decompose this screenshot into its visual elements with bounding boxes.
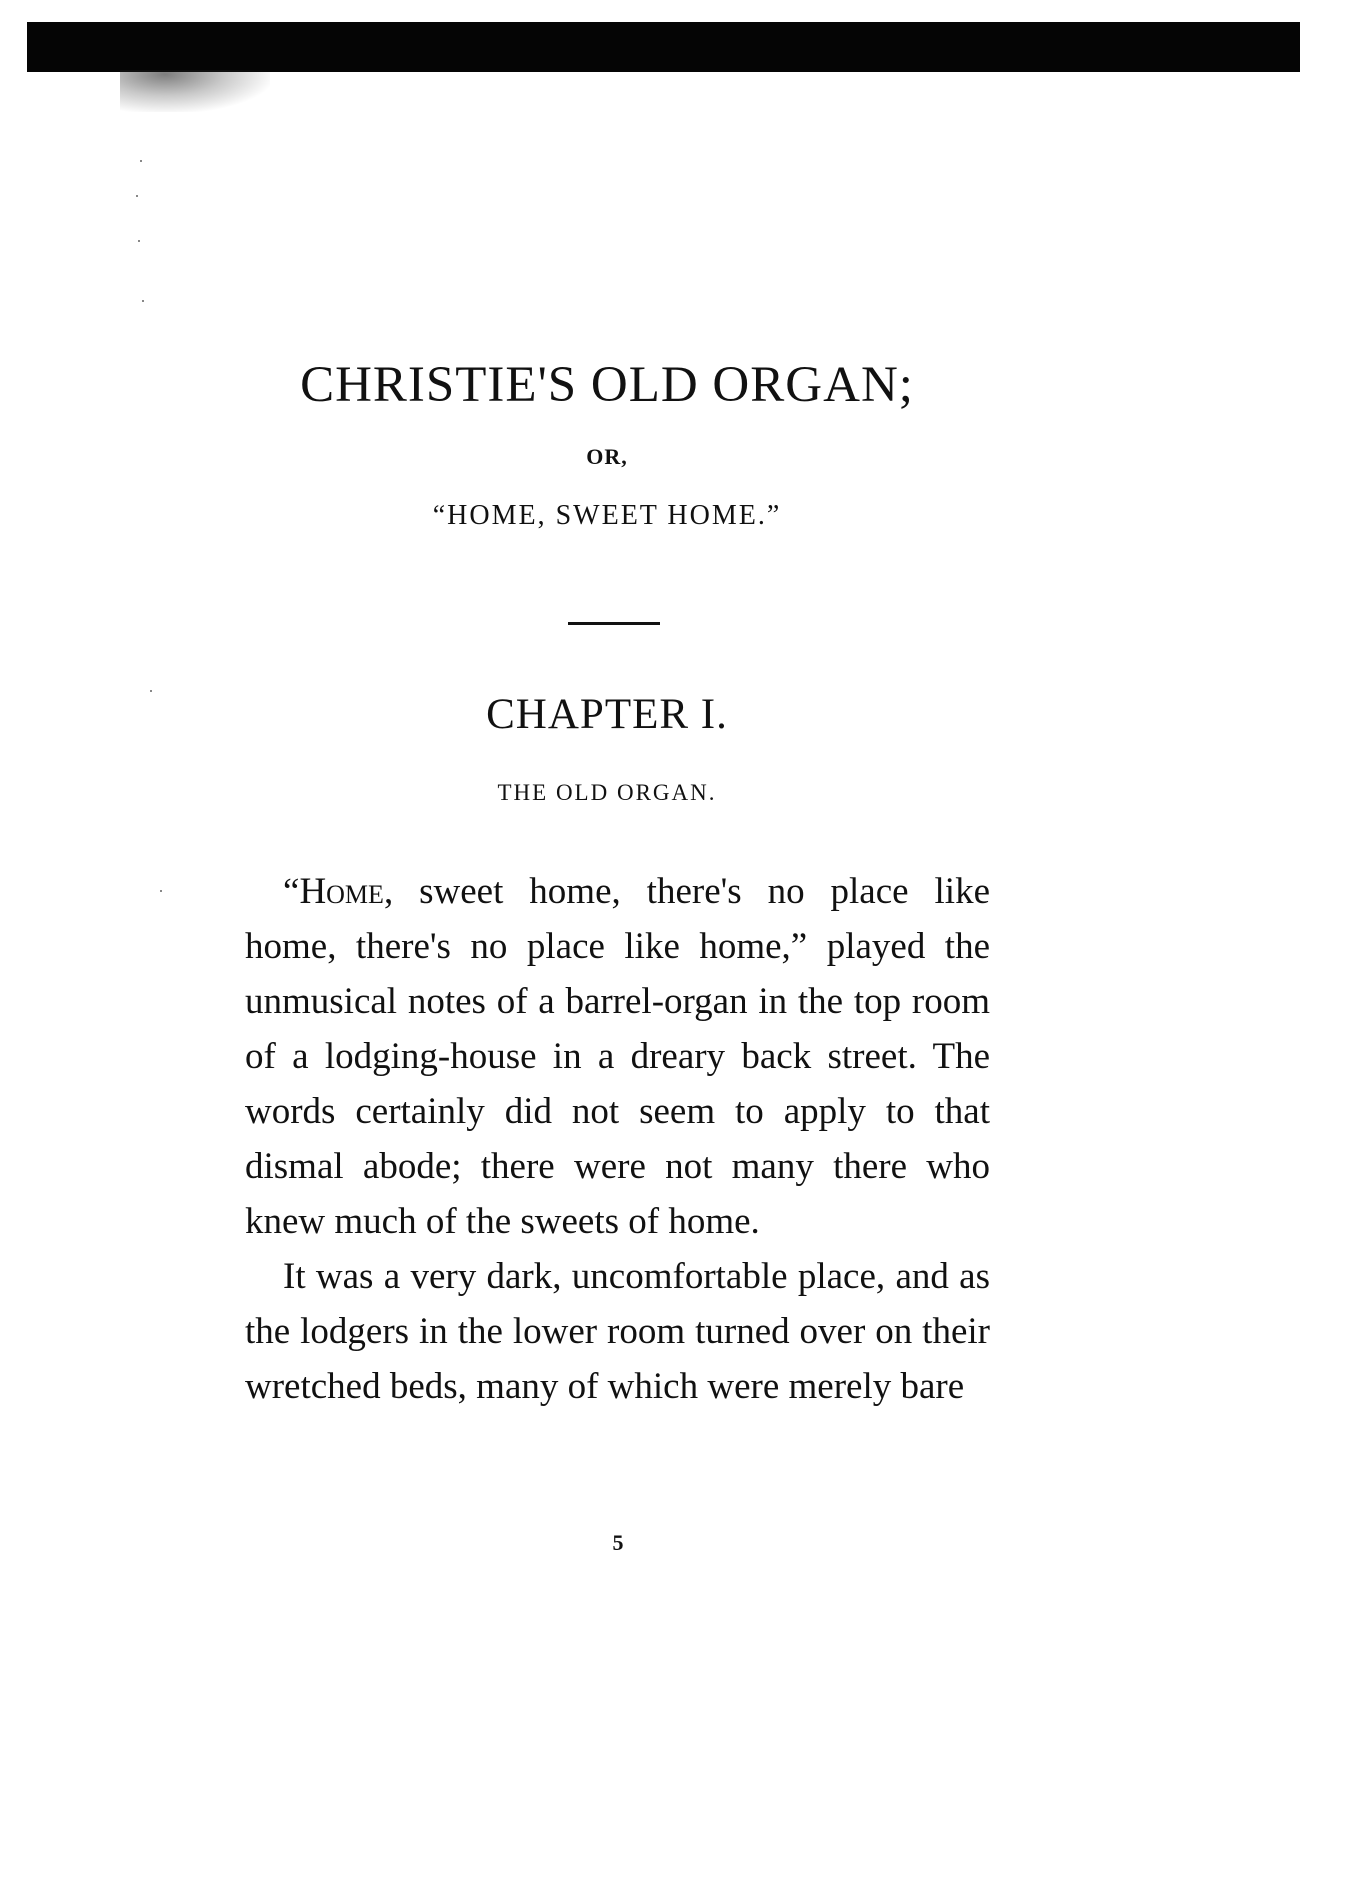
open-quote: “ [432, 500, 448, 531]
section-rule [568, 622, 660, 625]
speck [136, 195, 138, 197]
paragraph-1-lead: Home [299, 871, 384, 912]
subtitle [0, 500, 1214, 532]
paragraph-1-open-quote: “ [283, 871, 300, 912]
speck [138, 240, 140, 242]
chapter-heading: CHAPTER I. [486, 691, 728, 738]
page-number: 5 [612, 1530, 624, 1555]
scan-smudge [120, 70, 270, 112]
scan-edge-shadow [27, 22, 1300, 72]
paragraph-1 [245, 864, 990, 1249]
paragraph-2: It was a very dark, uncomfortable place, and as the lodgers in the lower room turned over on their wretched beds, many of which were merely bare [245, 1256, 990, 1407]
close-quote: ” [766, 500, 782, 531]
paragraph-1-text: , sweet home, there's no place like home, there's no place like home,” played the unmusical notes of a barrel-organ in the top room of a lodging-house in a dreary back street. The words certainly did not seem to apply to that dismal abode; there were not many there who knew much of the sweets of home. [245, 871, 990, 1242]
speck [140, 160, 142, 162]
subtitle-text: HOME, SWEET HOME. [447, 500, 767, 531]
body-text [245, 864, 990, 1414]
speck [160, 890, 162, 892]
subtitle-or: OR, [586, 444, 628, 469]
speck [142, 300, 144, 302]
chapter-title: THE OLD ORGAN. [497, 780, 717, 805]
book-title: CHRISTIE'S OLD ORGAN; [300, 357, 914, 413]
